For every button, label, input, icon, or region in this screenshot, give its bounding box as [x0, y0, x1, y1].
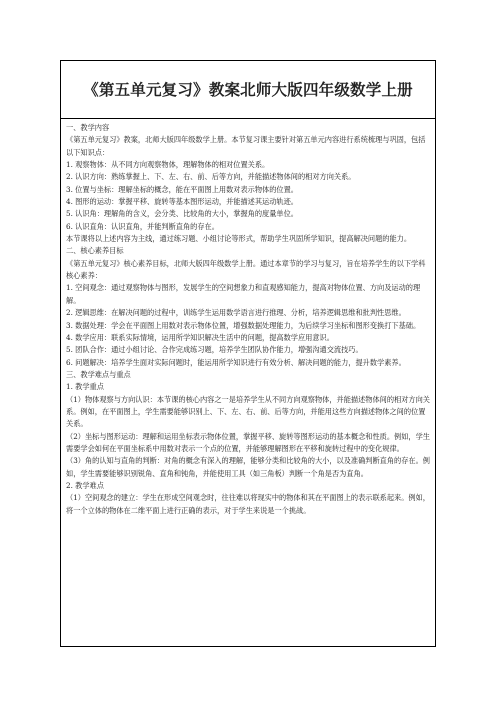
section-heading: 二、核心素养目标: [66, 246, 124, 256]
paragraph: 本节课将以上述内容为主线，通过练习题、小组讨论等形式，帮助学生巩固所学知识，提高解决问题的能力。: [66, 234, 412, 244]
document-table: [60, 60, 436, 647]
paragraph: （1）空间观念的建立：学生在形成空间观念时，往往难以将现实中的物体和其在平面图上的表示联系起来。例如，将一个立体的物体在二维平面上进行正确的表示，对于学生来说是一个挑战。: [66, 493, 430, 515]
paragraph: （1）物体观察与方向认识：本节课的核心内容之一是培养学生从不同方向观察物体，并能描述物体间的相对方向关系。例如，在平面图上，学生需要能够识别上、下、左、右、前、后等方向，并能用这些方向描述物体之间的位置关系。: [66, 394, 430, 429]
list-item: 4. 图形的运动：掌握平移、旋转等基本图形运动，并能描述其运动轨迹。: [66, 197, 298, 207]
list-item: 5. 团队合作：通过小组讨论、合作完成练习题，培养学生团队协作能力，增强沟通交流技巧。: [66, 345, 363, 355]
list-item: 6. 问题解决：培养学生面对实际问题时，能运用所学知识进行有效分析、解决问题的能力，提升数学素养。: [66, 357, 406, 367]
paragraph: 《第五单元复习》教案，北师大版四年级数学上册。本节复习课主要针对第五单元内容进行系统梳理与巩固，包括以下知识点：: [66, 135, 426, 157]
title-cell: [61, 61, 435, 119]
paragraph: 《第五单元复习》核心素养目标，北师大版四年级数学上册。通过本章节的学习与复习，旨在培养学生的以下学科核心素养：: [66, 258, 426, 281]
list-item: 1. 观察物体：从不同方向观察物体，理解物体的相对位置关系。: [66, 160, 270, 170]
section-heading: 一、教学内容: [66, 123, 110, 132]
list-item: 3. 数据处理：学会在平面图上用数对表示物体位置，增强数据处理能力，为后续学习坐标和图形变换打下基础。: [66, 320, 421, 330]
list-item: 4. 数学应用：联系实际情境，运用所学知识解决生活中的问题，提高数学应用意识。: [66, 332, 334, 342]
list-item: 5. 认识角：理解角的含义，会分类、比较角的大小，掌握角的度量单位。: [66, 209, 298, 219]
section-heading: 三、教学难点与重点: [66, 369, 131, 379]
list-item: 3. 位置与坐标：理解坐标的概念，能在平面图上用数对表示物体的位置。: [66, 184, 298, 194]
subsection-heading: 2. 教学难点: [66, 480, 104, 490]
list-item: 1. 空间观念：通过观察物体与图形，发展学生的空间想象力和直观感知能力，提高对物体位置、方向及运动的理解。: [66, 283, 421, 305]
list-item: 2. 逻辑思维：在解决问题的过程中，训练学生运用数学语言进行推理、分析，培养逻辑思维和批判性思维。: [66, 308, 406, 318]
list-item: 6. 认识直角：认识直角，并能判断直角的存在。: [66, 221, 219, 231]
subsection-heading: 1. 教学重点: [66, 382, 104, 392]
paragraph: （2）坐标与图形运动：理解和运用坐标表示物体位置，掌握平移、旋转等图形运动的基本概念和性质。例如，学生需要学会如何在平面坐标系中用数对表示一个点的位置，并能够理解图形在平移和旋转过程中的变化规律。: [66, 431, 430, 453]
document-title: 《第五单元复习》教案北师大版四年级数学上册: [83, 80, 413, 99]
document-body: [61, 119, 435, 517]
list-item: 2. 认识方向：熟练掌握上、下、左、右、前、后等方向，并能描述物体间的相对方向关系。: [66, 172, 356, 182]
paragraph: （3）角的认知与直角的判断：对角的概念有深入的理解，能够分类和比较角的大小，以及准确判断直角的存在。例如，学生需要能够识别锐角、直角和钝角，并能使用工具（如三角板）判断一个角是否为直角。: [66, 456, 430, 478]
